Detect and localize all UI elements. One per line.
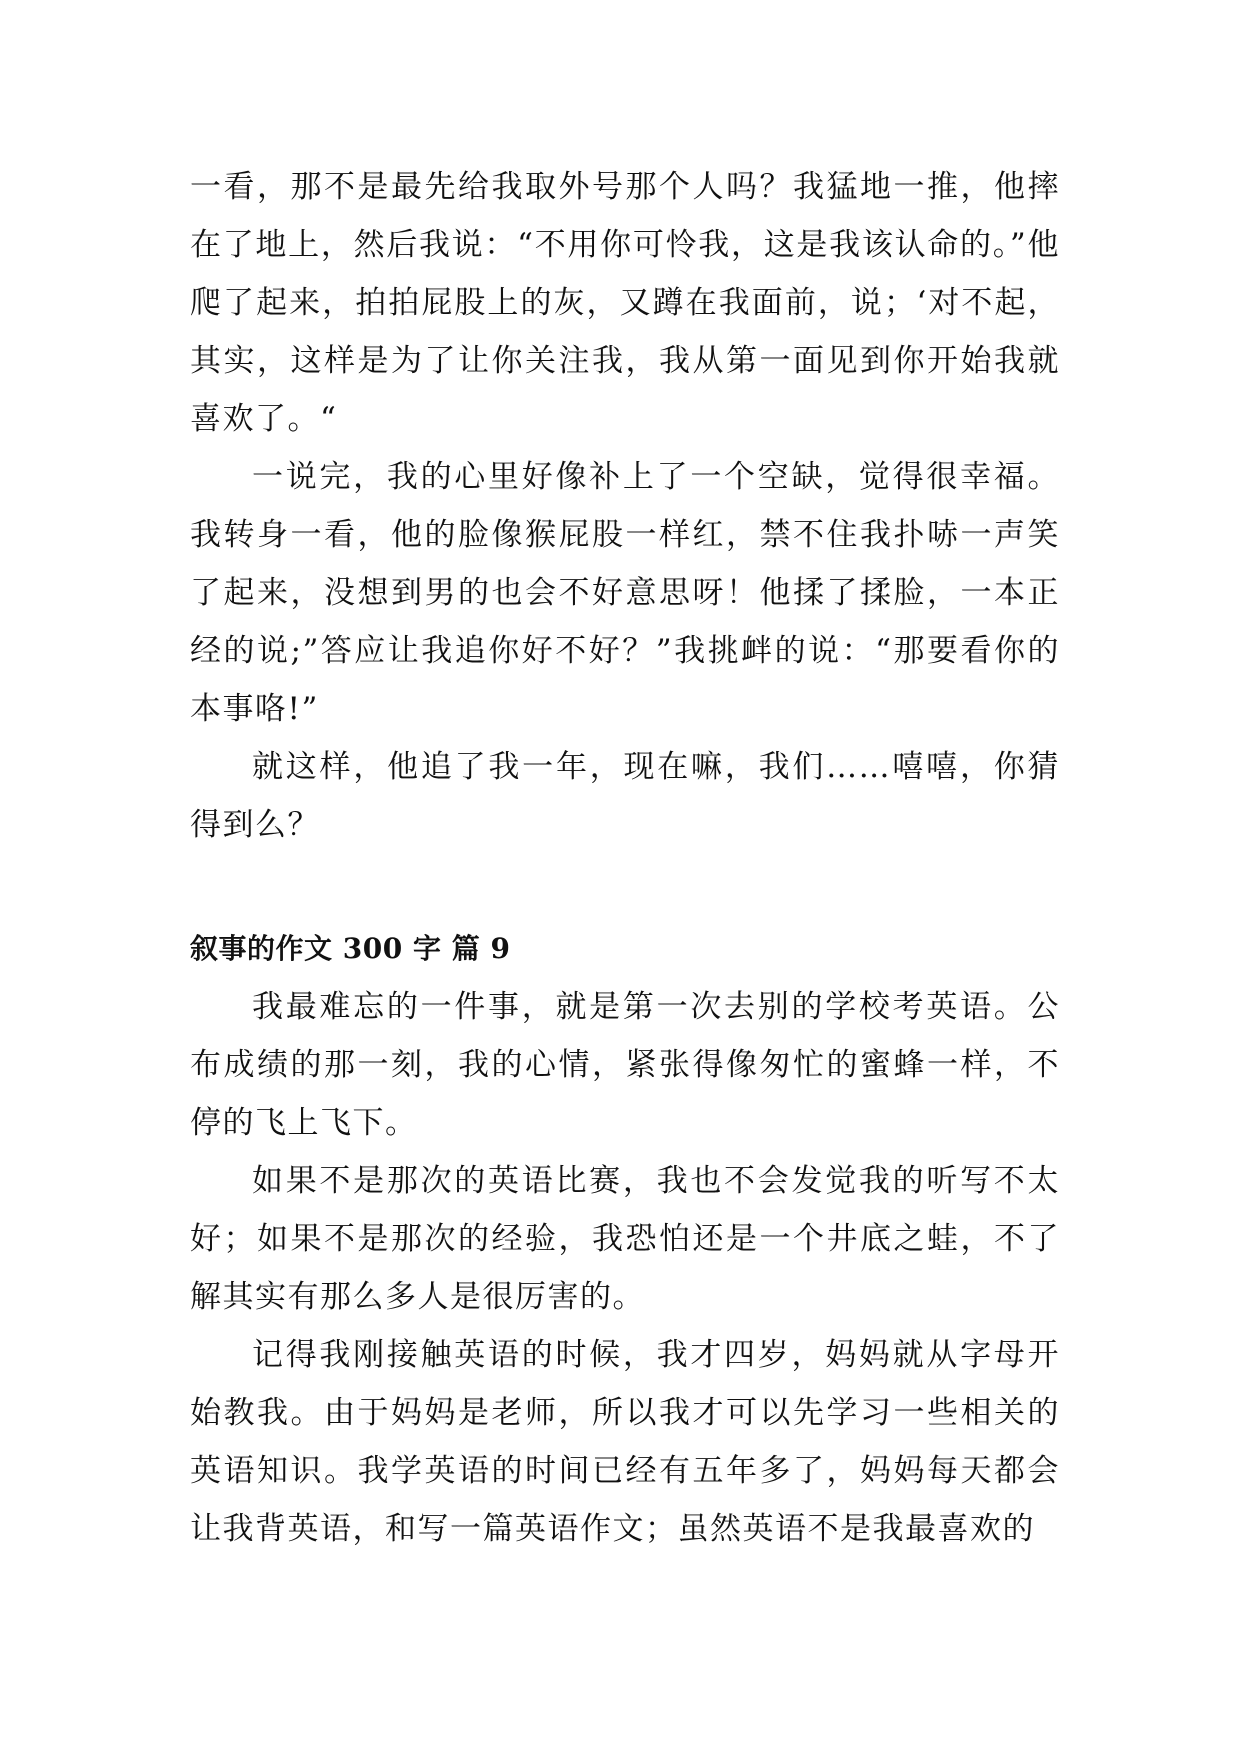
paragraph: 一看，那不是最先给我取外号那个人吗？我猛地一推，他摔在了地上，然后我说：“不用你可怜我，这是我该认命的。”他爬了起来，拍拍屁股上的灰，又蹲在我面前，说；‘对不起，其实，这样是为了让你关注我，我从第一面见到你开始我就喜欢了。“ <box>190 169 1060 437</box>
paragraph: 记得我刚接触英语的时候，我才四岁，妈妈就从字母开始教我。由于妈妈是老师，所以我才可以先学习一些相关的英语知识。我学英语的时间已经有五年多了，妈妈每天都会让我背英语，和写一篇英语作文；虽然英语不是我最喜欢的 <box>190 1337 1060 1547</box>
paragraph: 一说完，我的心里好像补上了一个空缺，觉得很幸福。我转身一看，他的脸像猴屁股一样红，禁不住我扑哧一声笑了起来，没想到男的也会不好意思呀！他揉了揉脸，一本正经的说;”答应让我追你好不好？”我挑衅的说：“那要看你的本事咯!” <box>190 459 1060 727</box>
section-title: 叙事的作文 300 字 篇 9 <box>190 932 511 965</box>
paragraph: 如果不是那次的英语比赛，我也不会发觉我的听写不太好；如果不是那次的经验，我恐怕还是一个井底之蛙，不了解其实有那么多人是很厉害的。 <box>190 1163 1060 1315</box>
paragraph: 就这样，他追了我一年，现在嘛，我们……嘻嘻，你猜得到么？ <box>190 749 1060 843</box>
paragraph: 我最难忘的一件事，就是第一次去别的学校考英语。公布成绩的那一刻，我的心情，紧张得像匆忙的蜜蜂一样，不停的飞上飞下。 <box>190 989 1060 1141</box>
document-page <box>190 158 1060 1558</box>
